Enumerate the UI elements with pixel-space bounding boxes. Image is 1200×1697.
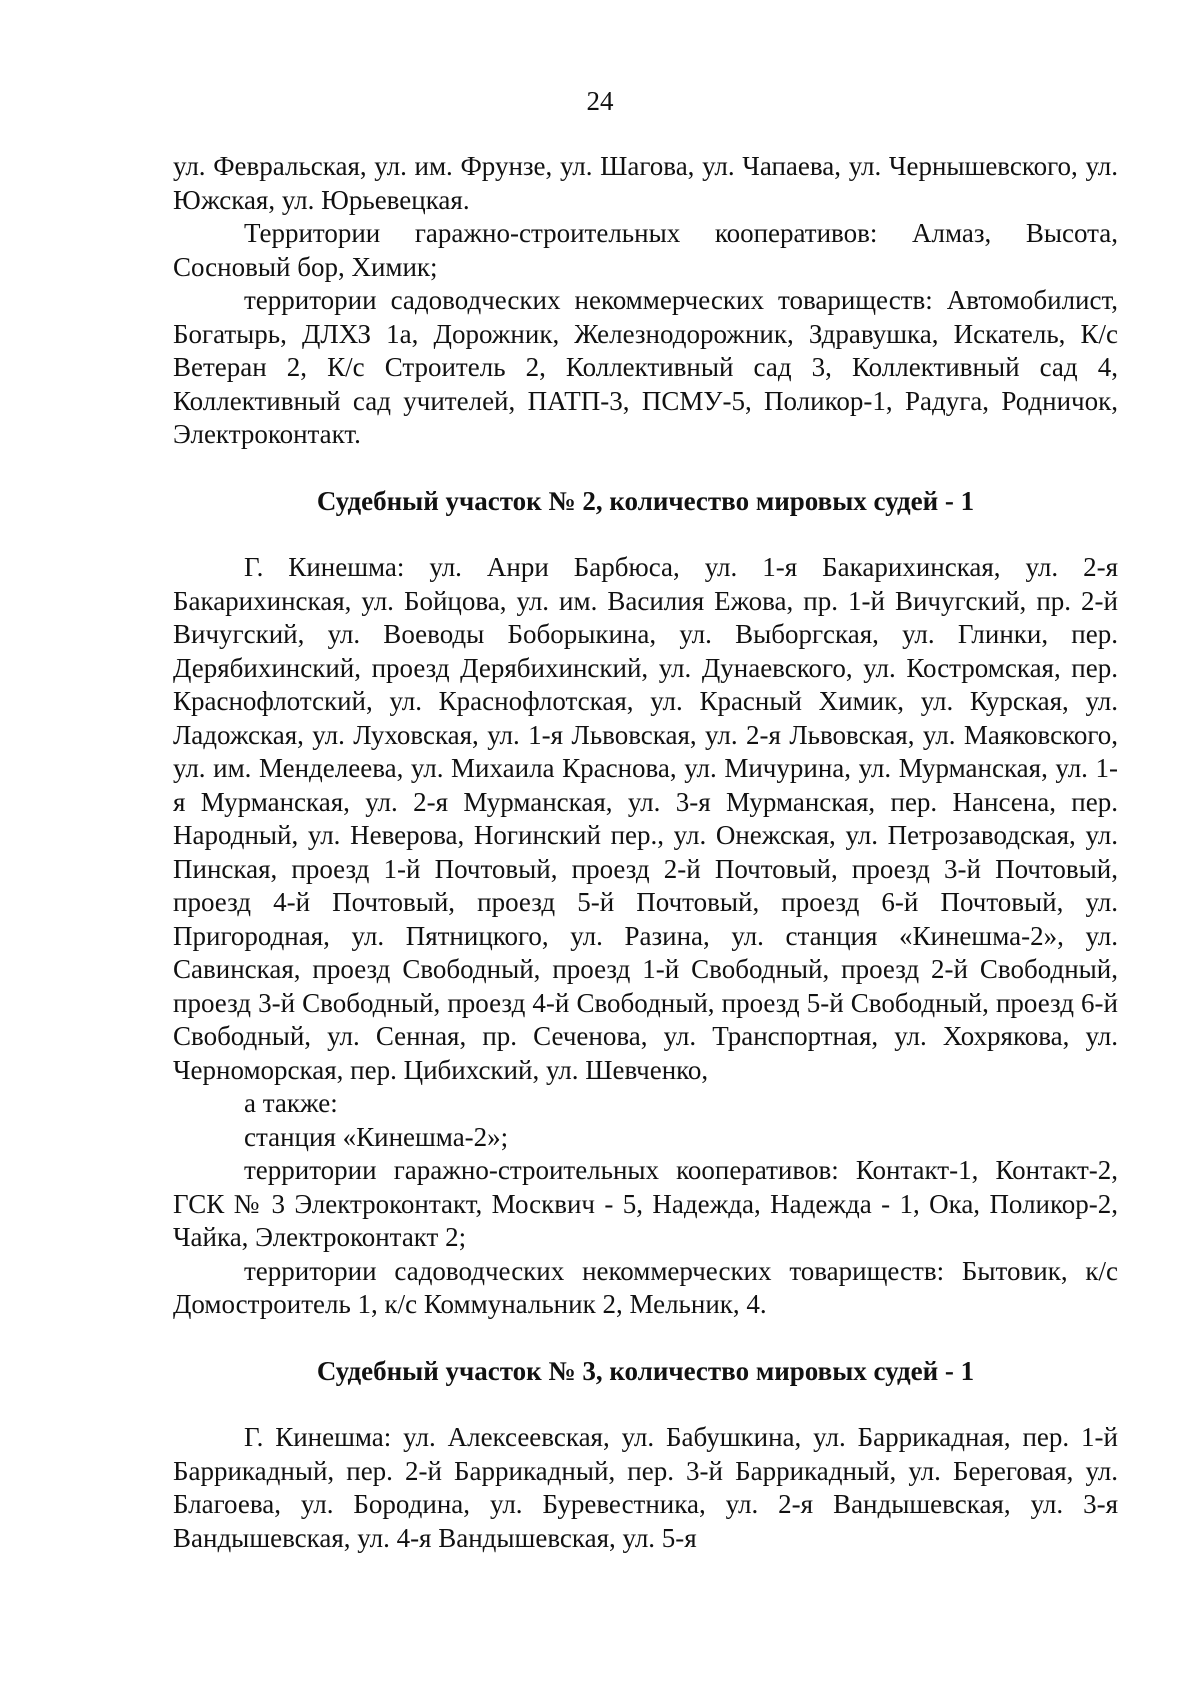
district-2-garage-cooperatives: территории гаражно-строительных кооперативов: Контакт-1, Контакт-2, ГСК № 3 Электроконтакт, Москвич - 5, Надежда, Надежда - 1, Ока, Поликор-2, Чайка, Электроконтакт 2; (173, 1155, 1118, 1252)
page-number: 24 (586, 86, 614, 116)
paragraph-streets-continued: ул. Февральская, ул. им. Фрунзе, ул. Шагова, ул. Чапаева, ул. Чернышевского, ул. Южская, ул. Юрьевецкая. (173, 151, 1118, 215)
document-body (173, 150, 1118, 1555)
district-2-streets: Г. Кинешма: ул. Анри Барбюса, ул. 1-я Бакарихинская, ул. 2-я Бакарихинская, ул. Бойцова, ул. им. Василия Ежова, пр. 1-й Вичугский, пр. 2-й Вичугский, ул. Воеводы Боборыкина, ул. Выборгская, ул. Глинки, пер. Дерябихинский, проезд Дерябихинский, ул. Дунаевского, ул. Костромская, пер. Краснофлотский, ул. Краснофлотская, ул. Красный Химик, ул. Курская, ул. Ладожская, ул. Луховская, ул. 1-я Львовская, ул. 2-я Львовская, ул. Маяковского, ул. им. Менделеева, ул. Михаила Краснова, ул. Мичурина, ул. Мурманская, ул. 1-я Мурманская, ул. 2-я Мурманская, ул. 3-я Мурманская, пер. Нансена, пер. Народный, ул. Неверова, Ногинский пер., ул. Онежская, ул. Петрозаводская, ул. Пинская, проезд 1-й Почтовый, проезд 2-й Почтовый, проезд 3-й Почтовый, проезд 4-й Почтовый, проезд 5-й Почтовый, проезд 6-й Почтовый, ул. Пригородная, ул. Пятницкого, ул. Разина, ул. станция «Кинешма-2», ул. Савинская, проезд Свободный, проезд 1-й Свободный, проезд 2-й Свободный, проезд 3-й Свободный, проезд 4-й Свободный, проезд 5-й Свободный, проезд 6-й Свободный, ул. Сенная, пр. Сеченова, ул. Транспортная, ул. Хохрякова, ул. Черноморская, пер. Цибихский, ул. Шевченко, (173, 552, 1118, 1085)
district-2-station: станция «Кинешма-2»; (244, 1121, 509, 1152)
section-heading-district-2: Судебный участок № 2, количество мировых судей - 1 (316, 485, 975, 516)
paragraph-garden-partnerships: территории садоводческих некоммерческих товариществ: Автомобилист, Богатырь, ДЛХЗ 1а, Дорожник, Железнодорожник, Здравушка, Искатель, К/с Ветеран 2, К/с Строитель 2, Коллективный сад 3, Коллективный сад 4, Коллективный сад учителей, ПАТП-3, ПСМУ-5, Поликор-1, Радуга, Родничок, Электроконтакт. (173, 285, 1118, 449)
district-3-streets: Г. Кинешма: ул. Алексеевская, ул. Бабушкина, ул. Баррикадная, пер. 1-й Баррикадный, пер. 2-й Баррикадный, пер. 3-й Баррикадный, ул. Береговая, ул. Благоева, ул. Бородина, ул. Буревестника, ул. 2-я Вандышевская, ул. 3-я Вандышевская, ул. 4-я Вандышевская, ул. 5-я (173, 1422, 1118, 1553)
section-heading-district-3: Судебный участок № 3, количество мировых судей - 1 (316, 1355, 975, 1386)
district-2-garden-partnerships: территории садоводческих некоммерческих товариществ: Бытовик, к/с Домостроитель 1, к/с Коммунальник 2, Мельник, 4. (173, 1255, 1118, 1319)
district-2-also: а также: (244, 1088, 338, 1118)
paragraph-garage-cooperatives: Территории гаражно-строительных кооперативов: Алмаз, Высота, Сосновый бор, Химик; (173, 218, 1118, 282)
